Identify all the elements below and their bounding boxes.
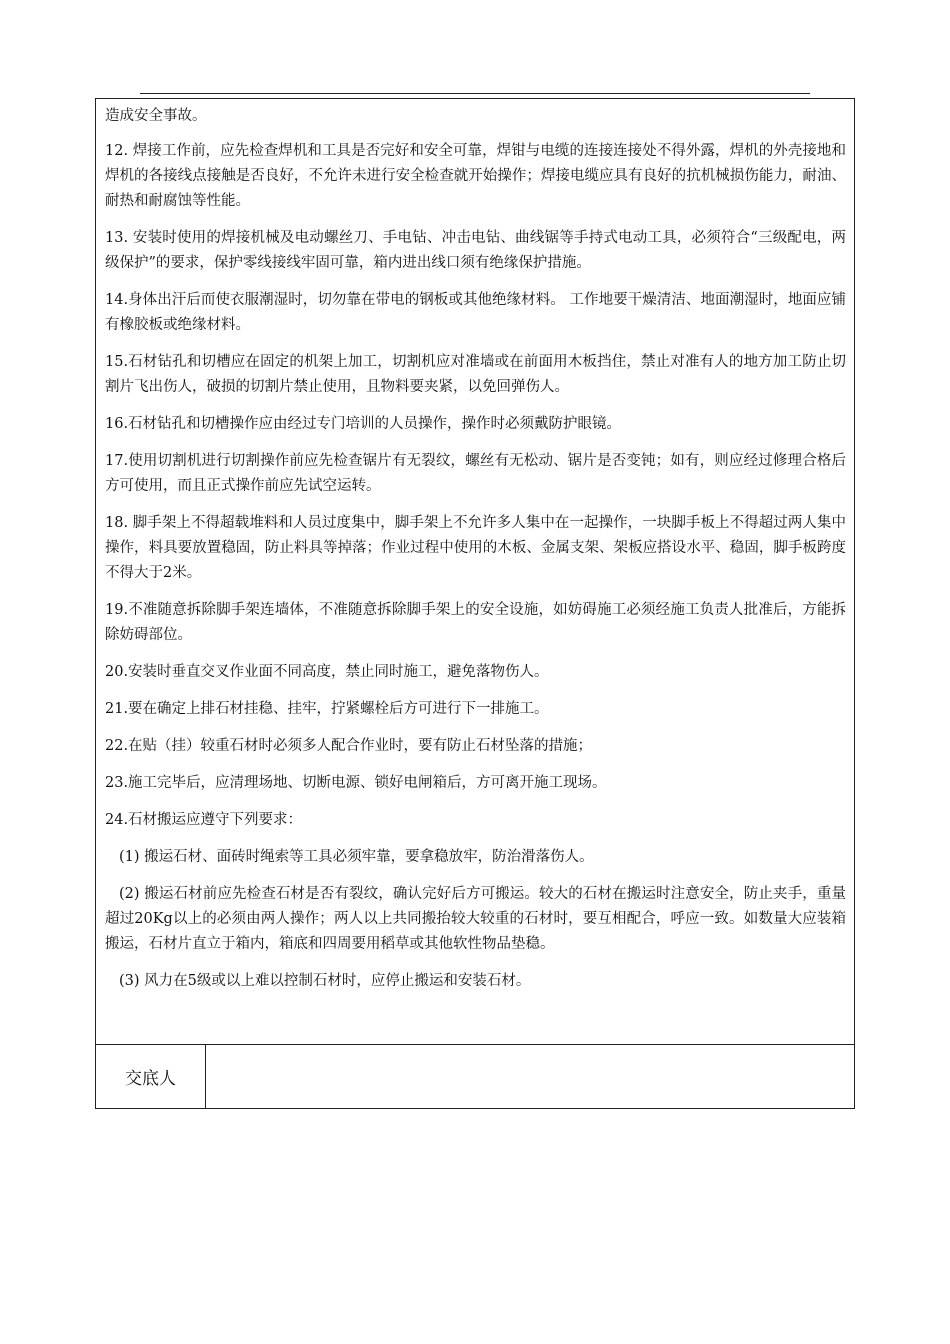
sub-item-2: (2) 搬运石材前应先检查石材是否有裂纹，确认完好后方可搬运。较大的石材在搬运时注意安全，防止夹手，重量超过20Kg以上的必须由两人操作；两人以上共同搬抬较大较重的石材时，要互相配合，呼应一致。如数量大应装箱搬运，石材片直立于箱内，箱底和四周要用稻草或其他软性物品垫稳。 <box>105 886 846 952</box>
paragraph-item-13: 13. 安装时使用的焊接机械及电动螺丝刀、手电钻、冲击电钻、曲线锯等手持式电动工具，必须符合“三级配电，两级保护”的要求，保护零线接线牢固可靠，箱内进出线口须有绝缘保护措施。 <box>105 230 846 271</box>
paragraph-item-23: 23.施工完毕后，应清理场地、切断电源、锁好电闸箱后，方可离开施工现场。 <box>105 775 607 791</box>
paragraph-item-19: 19.不准随意拆除脚手架连墙体，不准随意拆除脚手架上的安全设施，如妨碍施工必须经施工负责人批准后，方能拆除妨碍部位。 <box>105 602 846 643</box>
paragraph-item-17: 17.使用切割机进行切割操作前应先检查锯片有无裂纹，螺丝有无松动、锯片是否变钝；如有，则应经过修理合格后方可使用，而且正式操作前应先试空运转。 <box>105 453 846 494</box>
discloser-label: 交底人 <box>96 1045 206 1108</box>
paragraph-item-20: 20.安装时垂直交叉作业面不同高度，禁止同时施工，避免落物伤人。 <box>105 664 549 680</box>
paragraph-item-24: 24.石材搬运应遵守下列要求： <box>105 812 303 828</box>
header-rule <box>140 93 810 94</box>
paragraph-item-18: 18. 脚手架上不得超载堆料和人员过度集中，脚手架上不允许多人集中在一起操作，一块脚手板上不得超过两人集中操作，料具要放置稳固，防止料具等掉落；作业过程中使用的木板、金属支架、架板应搭设水平、稳固，脚手板跨度不得大于2米。 <box>105 515 846 581</box>
paragraph-item-12: 12. 焊接工作前，应先检查焊机和工具是否完好和安全可靠，焊钳与电缆的连接连接处不得外露，焊机的外壳接地和焊机的各接线点接触是否良好，不允许未进行安全检查就开始操作；焊接电缆应具有良好的抗机械损伤能力，耐油、耐热和耐腐蚀等性能。 <box>105 143 846 209</box>
paragraph-item-16: 16.石材钻孔和切槽操作应由经过专门培训的人员操作，操作时必须戴防护眼镜。 <box>105 416 622 432</box>
disclosure-table <box>95 98 855 1109</box>
sub-item-3: (3) 风力在5级或以上难以控制石材时，应停止搬运和安装石材。 <box>119 973 531 989</box>
paragraph-item-14: 14.身体出汗后而使衣服潮湿时，切勿靠在带电的钢板或其他绝缘材料。 工作地要干燥清洁、地面潮湿时，地面应铺有橡胶板或绝缘材料。 <box>105 292 846 333</box>
paragraph-item-22: 22.在贴（挂）较重石材时必须多人配合作业时，要有防止石材坠落的措施； <box>105 738 593 754</box>
paragraph-continuation: 造成安全事故。 <box>105 108 207 124</box>
content-cell <box>96 99 854 1045</box>
sub-item-1: (1) 搬运石材、面砖时绳索等工具必须牢靠，要拿稳放牢，防治滑落伤人。 <box>119 849 594 865</box>
discloser-value-field[interactable] <box>206 1045 854 1108</box>
paragraph-item-21: 21.要在确定上排石材挂稳、挂牢，拧紧螺栓后方可进行下一排施工。 <box>105 701 549 717</box>
paragraph-item-15: 15.石材钻孔和切槽应在固定的机架上加工，切割机应对准墙或在前面用木板挡住，禁止对准有人的地方加工防止切割片飞出伤人，破损的切割片禁止使用，且物料要夹紧，以免回弹伤人。 <box>105 354 846 395</box>
